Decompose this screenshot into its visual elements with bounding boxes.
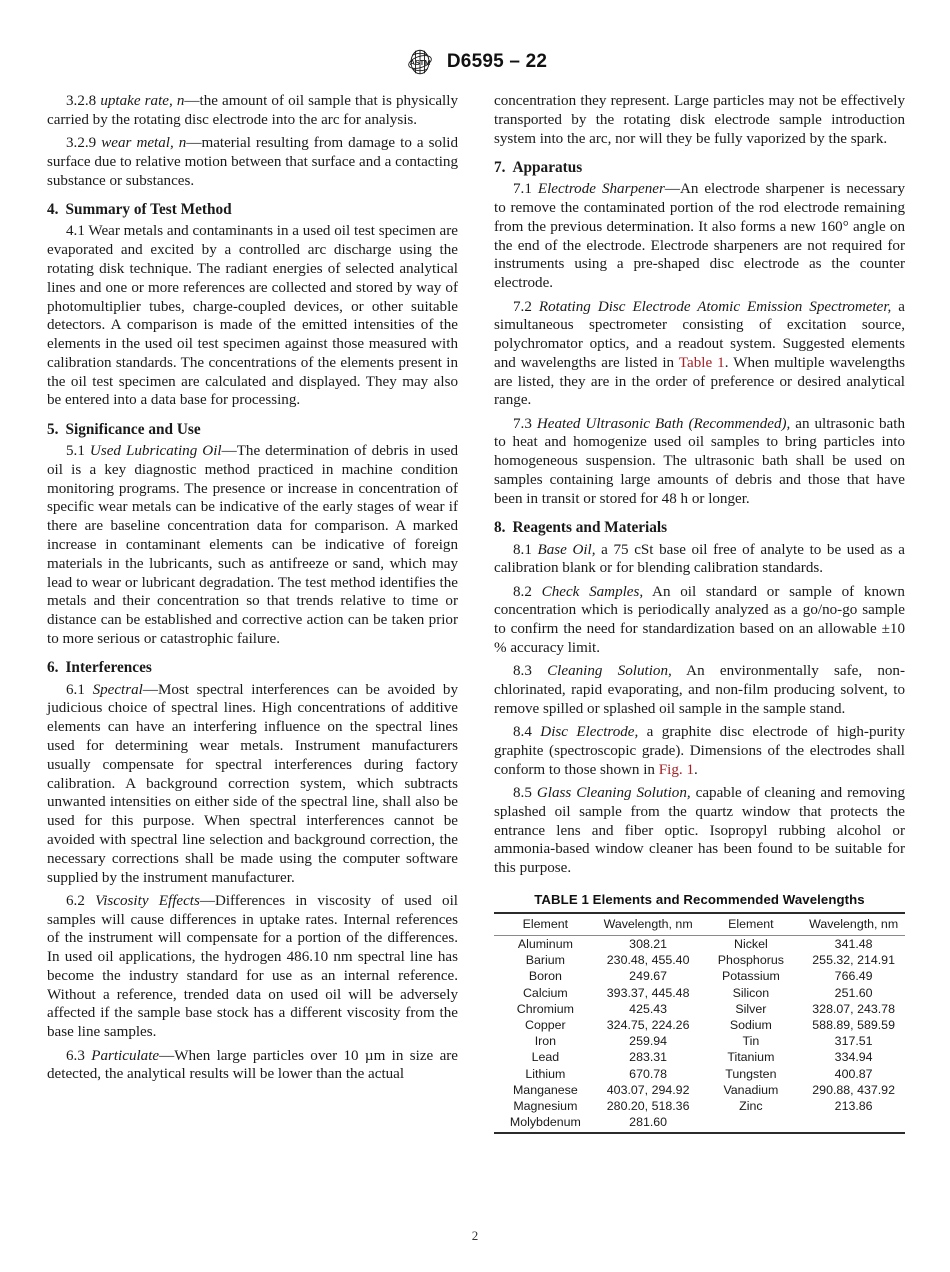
paragraph-8-5 [494,784,905,878]
defined-term: Particulate [91,1047,160,1064]
clause-number: 8.5 [513,785,532,801]
table-row [494,1082,905,1098]
table-1-body [494,935,905,1133]
paragraph-text: a 75 cSt base oil free of analyte to be used as a calibration blank or for blending calibration standards. [494,541,905,577]
cell-wavelength-left: 259.94 [629,1034,668,1049]
clause-number: 8.1 [513,541,532,558]
paragraph-text: An oil standard or sample of known concentration which is periodically analyzed as a go/no-go sample to confirm the need for standardization based on an allowable ±10 % accuracy limit. [494,583,905,656]
cell-wavelength-right: 334.94 [834,1050,873,1065]
cell-wavelength-right: 766.49 [834,969,873,984]
clause-number: 5.1 [66,443,85,460]
column-header-element-right: Element [700,913,803,936]
paragraph-text: —the amount of oil sample that is physically carried by the rotating disc electrode into the arc for analysis. [47,93,458,128]
cell-element-left: Boron [528,969,562,984]
table-bottom-rule-row [494,1133,905,1134]
cell-element-left: Magnesium [513,1098,578,1113]
section-heading-8 [494,518,905,537]
cell-element-left: Aluminum [517,937,573,951]
column-header-wavelength-right: Wavelength, nm [802,913,905,936]
defined-term: Disc Electrode, [540,724,639,741]
table-1-crossref-link[interactable]: Table 1 [678,354,725,371]
clause-number: 8.3 [513,663,532,680]
defined-term: wear metal, n [101,135,187,152]
figure-1-crossref-link[interactable]: Fig. 1 [658,761,694,778]
section-title: Reagents and Materials [512,519,668,537]
table-1-head [494,913,905,936]
paragraph-text: —material resulting from damage to a solid surface due to relative motion between that surface and a contacting substance or substances. [47,135,458,189]
defined-term: Heated Ultrasonic Bath (Recommended), [536,415,791,432]
cell-element-right: Sodium [729,1017,772,1032]
section-heading-4 [47,200,458,219]
section-number: 4. [47,200,59,218]
defined-term: Cleaning Solution, [547,663,672,680]
table-row [494,952,905,968]
table-row [494,1114,905,1133]
paragraph-text: an ultrasonic bath to heat and homogenize used oil samples to bring particles into homogeneous suspension. The ultrasonic bath shall be used on samples containing large amounts of debris and those that have been in transit or stored for 48 h or longer. [494,415,905,507]
cell-element-right: Tungsten [725,1066,777,1081]
section-number: 8. [494,519,506,537]
clause-number: 7.3 [513,415,532,432]
defined-term: Spectral [92,681,143,698]
paragraph-text: a graphite disc electrode of high-purity graphite (spectroscopic grade). Dimensions of the electrodes shall conform to those shown in [494,724,905,778]
cell-element-left: Molybdenum [509,1115,581,1130]
paragraph-6-3 [47,1047,458,1085]
defined-term: Used Lubricating Oil [89,443,222,460]
cell-element-right [700,1114,803,1133]
cell-wavelength-left: 283.31 [629,1050,668,1065]
cell-wavelength-right [802,1114,905,1133]
paragraph-text: —When large particles over 10 µm in size are detected, the analytical results will be lower than the actual [47,1047,458,1083]
paragraph-7-1 [494,180,905,293]
cell-element-right: Titanium [727,1050,775,1065]
table-row [494,1033,905,1049]
clause-number: 3.2.8 [66,93,97,109]
section-heading-7 [494,158,905,177]
cell-wavelength-left: 280.20, 518.36 [606,1098,690,1113]
cell-wavelength-right: 588.89, 589.59 [812,1017,895,1032]
paragraph-6-2 [47,892,458,1042]
paragraph-text-tail: . [694,761,698,778]
paragraph-text: capable of cleaning and removing splashed oil sample from the quartz window that protects the entrance lens and fiber optic. Isopropyl rubbing alcohol or ammonia-based window cleaner has been found to be suitable for this purpose. [494,785,905,877]
section-title: Significance and Use [65,420,201,438]
section-number: 7. [494,158,506,176]
paragraph-8-4 [494,723,905,779]
cell-element-left: Lead [531,1050,560,1065]
defined-term: Electrode Sharpener [537,181,665,198]
clause-number: 8.4 [513,724,532,741]
table-row [494,935,905,952]
paragraph-8-2 [494,583,905,658]
cell-wavelength-right: 400.87 [834,1066,873,1081]
paragraph-7-3 [494,415,905,509]
section-number: 6. [47,659,59,677]
clause-number: 7.2 [513,298,532,315]
table-row [494,1001,905,1017]
defined-term: Base Oil, [537,541,596,558]
clause-number: 7.1 [513,181,532,198]
cell-wavelength-right: 290.88, 437.92 [812,1082,895,1097]
paragraph-8-1 [494,541,905,579]
table-1-title: TABLE 1 Elements and Recommended Wavelengths [534,891,865,907]
cell-element-left: Manganese [512,1082,578,1097]
cell-wavelength-left: 308.21 [629,937,668,951]
paragraph-text: An environmentally safe, non-chlorinated, rapid evaporating, and non-film producing solvent, to remove spilled or splashed oil sample in the sample stand. [494,663,905,717]
paragraph-text: Wear metals and contaminants in a used oil test specimen are evaporated and excited by a controlled arc discharge using the rotating disk technique. The radiant energies of selected analytical lines and one or more references are collected and stored by way of photomultiplier tubes, charge-coupled devices, or other suitable detectors. A comparison is made of the emitted intensities of the elements in the used oil test specimen against those measured with calibration standards. The concentrations of the elements present in the oil test specimen are calculated and displayed. They may also be entered into a data base for processing. [47,223,458,409]
paragraph-5-1 [47,442,458,649]
cell-wavelength-left: 670.78 [629,1066,668,1081]
paragraph-3-2-9 [47,134,458,190]
table-header-row [494,913,905,936]
clause-number: 6.1 [66,681,85,698]
astm-logo-icon [403,48,437,76]
cell-element-right: Potassium [721,969,780,984]
section-title: Apparatus [512,158,583,176]
paragraph-4-1 [47,222,458,410]
paragraph-3-2-8 [47,92,458,130]
paragraph-text: —Most spectral interferences can be avoided by judicious choice of spectral lines. High concentrations of additive elements can have an interfering influence on the spectral lines used for determining wear metals. Instrument manufacturers usually compensate for spectral interferences during factory calibration. A background correction system, which subtracts unwanted intensities on either side of the spectral line, shall also be used for this purpose. When spectral interferences cannot be avoided with spectral line selection and background correction, the necessary corrections shall be made using the computer software supplied by the instrument manufacturer. [47,681,458,886]
defined-term: Viscosity Effects [95,892,200,909]
page-header [0,48,950,76]
table-bottom-rule [494,1133,905,1134]
paragraph-7-2 [494,298,905,411]
section-heading-5 [47,420,458,439]
table-row [494,984,905,1000]
cell-element-right: Phosphorus [717,953,784,968]
document-designation: D6595 – 22 [446,51,548,72]
column-header-element-left: Element [494,913,597,936]
cell-element-right: Vanadium [723,1082,779,1097]
cell-wavelength-left: 425.43 [629,1001,668,1016]
clause-number: 6.2 [66,892,85,909]
page-number: 2 [471,1228,479,1243]
defined-term: Check Samples, [541,583,644,600]
clause-number: 8.2 [513,583,532,600]
cell-element-right: Silicon [732,985,770,1000]
section-title: Summary of Test Method [65,200,232,218]
table-row [494,1049,905,1065]
defined-term: uptake rate, n [100,93,185,109]
paragraph-text-tail: . When multiple wavelengths are listed, they are in the order of preference or desired analytical range. [494,354,905,409]
left-column [47,92,458,1089]
paragraph-8-3 [494,662,905,718]
body-columns [47,92,905,1134]
table-row [494,1017,905,1033]
section-heading-6 [47,658,458,677]
cell-wavelength-right: 317.51 [834,1034,873,1049]
cell-element-left: Calcium [522,985,568,1000]
clause-number: 6.3 [66,1047,85,1064]
clause-number: 3.2.9 [66,135,97,152]
cell-wavelength-left: 249.67 [629,969,668,984]
defined-term: Glass Cleaning Solution, [536,785,691,801]
svg-text:ASTM: ASTM [409,57,431,67]
cell-wavelength-left: 393.37, 445.48 [606,985,690,1000]
cell-element-right: Silver [735,1001,767,1016]
cell-element-left: Iron [534,1034,557,1049]
cell-element-right: Tin [742,1034,760,1049]
cell-element-right: Nickel [734,937,768,951]
cell-wavelength-left: 281.60 [629,1115,668,1130]
paragraph-text: —The determination of debris in used oil is a key diagnostic method practiced in machine condition monitoring programs. The presence or increase in concentration of specific wear metals can be indicative of the early stages of wear if there are baseline concentration data for comparison. A marked increase in contaminant elements can be indicative of foreign materials in the lubricants, such as antifreeze or sand, which may lead to wear or lubricant degradation. The test method identifies the metals and their concentration so that trends relative to time or distance can be established and corrective action can be taken prior to more serious or catastrophic failure. [47,443,459,647]
cell-wavelength-left: 324.75, 224.26 [606,1017,690,1032]
paragraph-6-3-continued: concentration they represent. Large particles may not be effectively transported by the rotating disk electrode sample introduction system into the arc, nor will they be fully vaporized by the spark. [494,93,905,147]
table-row [494,1098,905,1114]
cell-wavelength-right: 328.07, 243.78 [812,1001,895,1016]
table-row [494,1065,905,1081]
paragraph-text: a simultaneous spectrometer consisting of excitation source, polychromator optics, and a readout system. Suggested elements and wavelengths are listed in [494,298,905,371]
table-row [494,968,905,984]
cell-element-left: Copper [525,1017,566,1032]
cell-element-left: Lithium [525,1066,566,1081]
cell-wavelength-left: 230.48, 455.40 [606,953,690,968]
table-1-block [494,892,905,1134]
cell-element-right: Zinc [739,1098,763,1113]
column-header-wavelength-left: Wavelength, nm [597,913,700,936]
section-title: Interferences [65,659,152,677]
right-column [494,92,905,1134]
paragraph-text: —Differences in viscosity of used oil samples will cause differences in uptake rates. Internal references of the instrument will compensate for a portion of the differences. In used oil applications, the hydrogen 486.10 nm spectral line has become the industry standard for use as an internal reference. Without a reference, trended data on used oil will be adversely affected if the sample base stock has a different viscosity from the base line samples. [47,892,458,1041]
cell-wavelength-right: 255.32, 214.91 [812,953,895,968]
cell-element-left: Barium [525,953,565,968]
paragraph-text: —An electrode sharpener is necessary to remove the contaminated portion of the rod electrode remaining from the previous determination. It also forms a new 160° angle on the end of the electrode. Electrode sharpeners are not required for instruments using a pre-shaped disc electrode as the counter electrode. [494,181,905,292]
cell-wavelength-left: 403.07, 294.92 [606,1082,690,1097]
section-number: 5. [47,420,59,438]
defined-term: Rotating Disc Electrode Atomic Emission Spectrometer, [538,298,892,315]
table-1-foot [494,1133,905,1134]
cell-element-left: Chromium [516,1001,574,1016]
paragraph-6-1 [47,681,458,888]
table-1 [494,912,905,1134]
cell-wavelength-right: 341.48 [834,937,873,951]
cell-wavelength-right: 251.60 [834,985,873,1000]
cell-wavelength-right: 213.86 [834,1098,873,1113]
clause-number: 4.1 [66,223,85,240]
